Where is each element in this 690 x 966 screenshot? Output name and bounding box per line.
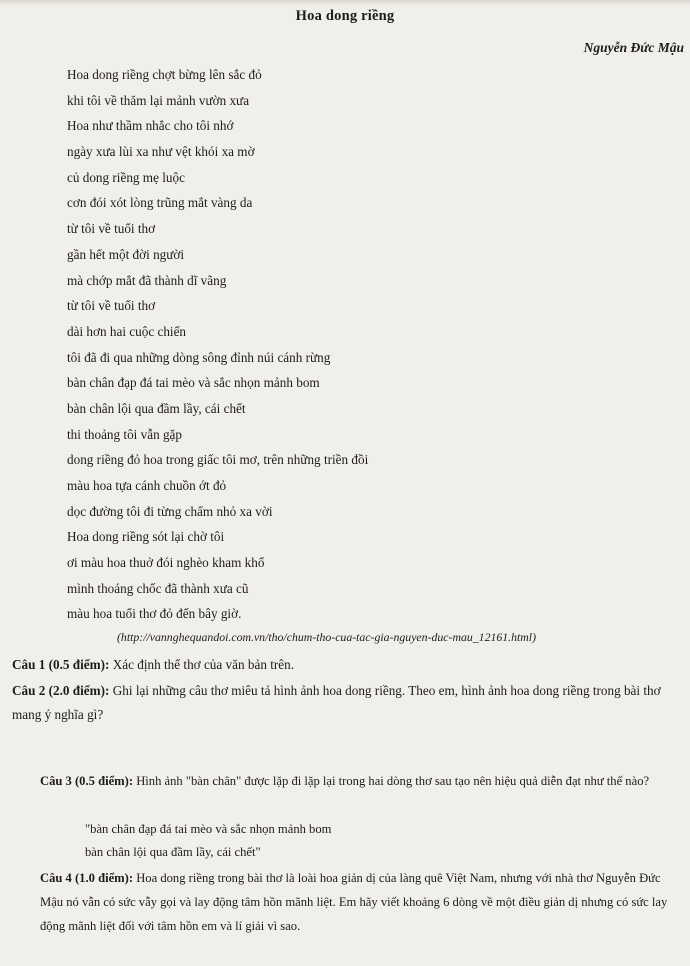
question-4-text: Hoa dong riềng trong bài thơ là loài hoa giản dị của làng quê Việt Nam, nhưng với nhà thơ Nguyễn Đức Mậu nó vẫn có sức vẫy gọi và lay động tâm hồn mãnh liệt. Em hãy viết khoảng 6 dòng về một điều giản dị nhưng có sức lay động mãnh liệt đối với tâm hồn em và lí giải vì sao. — [40, 871, 668, 933]
poem-title: Hoa dong riềng — [295, 8, 395, 24]
poem-line: mà chớp mắt đã thành dĩ vãng — [67, 272, 227, 288]
poem-line: từ tôi về tuổi thơ — [67, 298, 156, 314]
poem-line: bàn chân đạp đá tai mèo và sắc nhọn mảnh bom — [67, 375, 320, 391]
poem-line: dài hơn hai cuộc chiến — [67, 323, 187, 339]
poem-line: thi thoảng tôi vẫn gặp — [67, 426, 183, 442]
poem-line: màu hoa tuổi thơ đỏ đến bây giờ. — [67, 606, 242, 622]
source-citation: (http://vannghequandoi.com.vn/tho/chum-tho-cua-tac-gia-nguyen-duc-mau_12161.html) — [117, 630, 537, 644]
question-4-label: Câu 4 (1.0 điểm): — [40, 871, 134, 885]
poem-body — [67, 62, 368, 627]
question-2-text: Ghi lại những câu thơ miêu tả hình ảnh hoa dong riềng. Theo em, hình ảnh hoa dong riềng trong bài thơ mang ý nghĩa gì? — [12, 683, 661, 722]
poem-line: Hoa dong riềng chợt bừng lên sắc đỏ — [67, 67, 262, 82]
question-1-text: Xác định thể thơ của văn bản trên. — [109, 657, 295, 672]
question-2 — [12, 679, 682, 727]
scan-shadow — [0, 0, 690, 6]
poem-line: Hoa như thầm nhắc cho tôi nhớ — [67, 118, 234, 134]
question-1-label: Câu 1 (0.5 điểm): — [12, 657, 110, 672]
poem-line: khi tôi về thăm lại mảnh vườn xưa — [67, 92, 250, 108]
question-2-label: Câu 2 (2.0 điểm): — [12, 683, 110, 698]
question-4 — [40, 866, 672, 938]
poem-line: tôi đã đi qua những dòng sông đỉnh núi cánh rừng — [67, 349, 331, 365]
poem-line: Hoa dong riềng sót lại chờ tôi — [67, 529, 225, 545]
poem-line: bàn chân lội qua đầm lầy, cái chết — [67, 400, 246, 416]
poem-line: dọc đường tôi đi từng chấm nhỏ xa vời — [67, 503, 273, 519]
poem-line: màu hoa tựa cánh chuồn ớt đỏ — [67, 478, 227, 493]
question-3-text: Hình ảnh "bàn chân" được lặp đi lặp lại trong hai dòng thơ sau tạo nên hiệu quả diễn đạt như thế nào? — [133, 774, 650, 788]
question-3-quote-line: bàn chân lội qua đầm lầy, cái chết" — [85, 845, 261, 859]
poem-line: dong riềng đỏ hoa trong giấc tôi mơ, trên những triền đồi — [67, 452, 369, 468]
poem-line: ngày xưa lùi xa như vệt khói xa mờ — [67, 144, 255, 160]
poem-line: củ dong riềng mẹ luộc — [67, 169, 185, 185]
question-3-quote-line: "bàn chân đạp đá tai mèo và sắc nhọn mảnh bom — [85, 822, 332, 836]
poem-line: ơi màu hoa thuở đói nghèo kham khổ — [67, 555, 265, 571]
poem-author: Nguyễn Đức Mậu — [583, 40, 684, 55]
question-3 — [40, 770, 670, 793]
poem-line: gần hết một đời người — [67, 246, 185, 262]
question-1 — [12, 652, 682, 677]
poem-line: cơn đói xót lòng trũng mắt vàng da — [67, 195, 253, 211]
poem-line: mình thoáng chốc đã thành xưa cũ — [67, 580, 249, 596]
question-3-label: Câu 3 (0.5 điểm): — [40, 774, 134, 788]
poem-line: từ tôi về tuổi thơ — [67, 221, 156, 237]
